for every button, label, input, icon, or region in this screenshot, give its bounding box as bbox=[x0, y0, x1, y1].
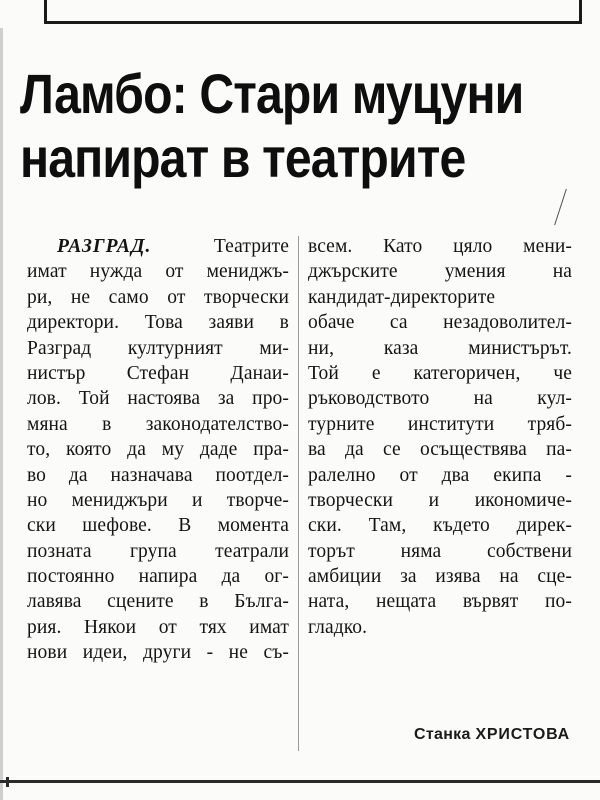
headline-line-2: напират в театрите bbox=[20, 126, 466, 189]
column-line: имат нужда от мениджъ- bbox=[27, 261, 289, 283]
dateline: РАЗГРАД. bbox=[57, 236, 152, 257]
column-line: позната група театрали bbox=[27, 540, 289, 562]
article-column-1 bbox=[27, 234, 289, 666]
column-line: постоянно напира да ог- bbox=[27, 566, 289, 588]
column-line: ски. Там, където дирек- bbox=[308, 515, 572, 537]
column-line: обаче са незадоволител- bbox=[308, 312, 572, 334]
column-line: ва да се осъществява па- bbox=[308, 439, 572, 461]
column-line: то, която да му даде пра- bbox=[27, 439, 289, 461]
byline-surname: ХРИСТОВА bbox=[475, 726, 570, 743]
column-line: Той е категоричен, че bbox=[308, 362, 572, 384]
page-edge bbox=[0, 28, 3, 800]
column-line: ски шефове. В момента bbox=[27, 515, 289, 537]
column-line: турните институти тряб- bbox=[308, 413, 572, 435]
column-line: ни, каза министърът. bbox=[308, 337, 572, 359]
column-line: ри, не само от творчески bbox=[27, 286, 289, 308]
column-line: ралелно от два екипа - bbox=[308, 464, 572, 486]
top-frame-border bbox=[44, 0, 582, 24]
column-line: торът няма собствени bbox=[308, 540, 572, 562]
column-line: амбиции за изява на сце- bbox=[308, 566, 572, 588]
column-divider bbox=[298, 236, 299, 751]
byline bbox=[414, 726, 570, 744]
column-line: джърските умения на bbox=[308, 261, 572, 283]
column-line: но мениджъри и творче- bbox=[27, 489, 289, 511]
column-line: рия. Някои от тях имат bbox=[27, 616, 289, 638]
column-line: во да назначава поотдел- bbox=[27, 464, 289, 486]
article-column-2 bbox=[308, 234, 572, 640]
headline bbox=[20, 62, 580, 190]
column-line: РАЗГРАД. Театрите bbox=[57, 236, 289, 257]
column-line: директори. Това заяви в bbox=[27, 312, 289, 334]
column-line: гладко. bbox=[308, 616, 368, 638]
column-line: ната, нещата вървят по- bbox=[308, 591, 572, 613]
bottom-rule bbox=[0, 780, 600, 783]
column-line: ръководството на кул- bbox=[308, 388, 572, 410]
headline-line-1: Ламбо: Стари муцуни bbox=[20, 62, 524, 125]
bottom-tick bbox=[6, 777, 9, 787]
column-line: всем. Като цяло мени- bbox=[308, 236, 572, 257]
column-line: лавява сцените в Бълга- bbox=[27, 591, 289, 613]
byline-first-name: Станка bbox=[414, 726, 471, 743]
column-line: творчески и икономиче- bbox=[308, 489, 572, 511]
column-line: мяна в законодателство- bbox=[27, 413, 289, 435]
column-line: лов. Той настоява за про- bbox=[27, 388, 289, 410]
column-line: Разград културният ми- bbox=[27, 337, 289, 359]
column-line: кандидат-директорите bbox=[308, 286, 496, 308]
column-line: нистър Стефан Данаи- bbox=[27, 362, 289, 384]
pen-mark bbox=[554, 189, 567, 225]
column-line: нови идеи, други - не съ- bbox=[27, 642, 289, 664]
